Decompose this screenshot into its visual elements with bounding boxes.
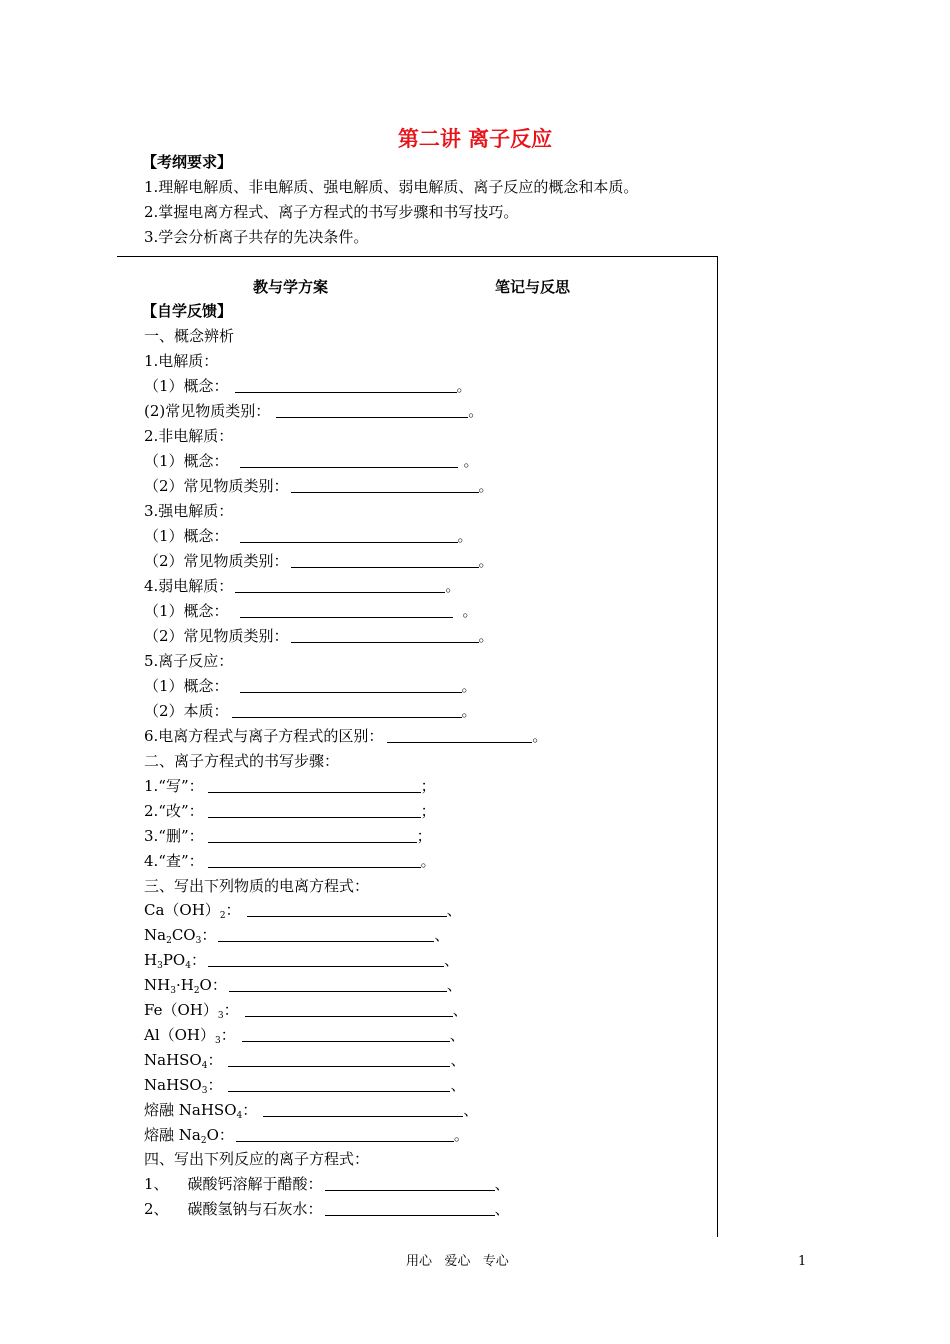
step-delete: 3.“删”： ；	[144, 827, 432, 845]
answer-blank[interactable]	[208, 778, 421, 793]
s1-category-line: (2)常见物质类别： 。	[144, 402, 484, 420]
answer-blank[interactable]	[263, 1102, 463, 1117]
column-divider	[717, 257, 718, 1237]
answer-blank[interactable]	[218, 927, 434, 942]
reaction-1: 1、 碳酸钙溶解于醋酸： 、	[144, 1175, 510, 1193]
answer-blank[interactable]	[228, 1052, 450, 1067]
s4-concept-line: （1）概念： 。	[144, 602, 478, 620]
s4-category-line: （2）常见物质类别： 。	[144, 627, 494, 645]
answer-blank[interactable]	[228, 1077, 450, 1092]
formula-na2co3: $Na_2CO_3$： 、	[144, 926, 450, 946]
answer-blank[interactable]	[208, 803, 421, 818]
answer-blank[interactable]	[208, 828, 417, 843]
part1-heading: 一、概念辨析	[144, 327, 235, 345]
part2-heading: 二、离子方程式的书写步骤：	[144, 752, 340, 770]
requirement-3: 3.学会分析离子共存的先决条件。	[144, 228, 369, 246]
page-number: 1	[798, 1254, 807, 1269]
step-write: 1.“写”： ；	[144, 777, 436, 795]
part3-heading: 三、写出下列物质的电离方程式：	[144, 877, 370, 895]
formula-feoh3: $Fe(OH)_3$： 、	[144, 1001, 468, 1021]
formula-molten-na2o: 熔融 $Na_2O$： 。	[144, 1126, 469, 1146]
answer-blank[interactable]	[235, 378, 457, 393]
formula-nahso3: NaHSO$_3$： 、	[144, 1076, 466, 1096]
formula-caoh2: $Ca(OH)_2$： 、	[144, 901, 462, 921]
s1-concept-line: （1）概念： 。	[144, 377, 472, 395]
s3-category-line: （2）常见物质类别： 。	[144, 552, 494, 570]
formula-nahso4: NaHSO$_4$： 、	[144, 1051, 466, 1071]
formula-h3po4: $H_3PO_4$： 、	[144, 951, 459, 971]
answer-blank[interactable]	[240, 678, 462, 693]
formula-aloh3: $Al(OH)_3$： 、	[144, 1026, 465, 1046]
s5-title: 5.离子反应：	[144, 652, 234, 670]
formula-molten-nahso4: 熔融 NaHSO$_4$： 、	[144, 1101, 479, 1121]
s6-line: 6.电离方程式与离子方程式的区别： 。	[144, 727, 548, 745]
s5-concept-line: （1）概念： 。	[144, 677, 477, 695]
self-study-heading: 【自学反馈】	[142, 302, 233, 320]
requirements-heading: 【考纲要求】	[142, 153, 233, 171]
s3-title: 3.强电解质：	[144, 502, 234, 520]
answer-blank[interactable]	[247, 902, 447, 917]
formula-nh3h2o: $NH_3\cdot H_2O$： 、	[144, 976, 462, 996]
answer-blank[interactable]	[325, 1201, 495, 1216]
answer-blank[interactable]	[242, 1027, 450, 1042]
answer-blank[interactable]	[229, 977, 447, 992]
right-column-header: 笔记与反思	[495, 278, 571, 296]
part4-heading: 四、写出下列反应的离子方程式：	[144, 1150, 370, 1168]
answer-blank[interactable]	[291, 478, 479, 493]
answer-blank[interactable]	[235, 578, 445, 593]
requirement-2: 2.掌握电离方程式、离子方程式的书写步骤和书写技巧。	[144, 203, 519, 221]
step-check: 4.“查”： 。	[144, 852, 436, 870]
s4-title-line: 4.弱电解质： 。	[144, 577, 461, 595]
answer-blank[interactable]	[240, 528, 458, 543]
section-divider	[117, 256, 718, 257]
s2-category-line: （2）常见物质类别： 。	[144, 477, 494, 495]
answer-blank[interactable]	[325, 1176, 495, 1191]
answer-blank[interactable]	[240, 603, 453, 618]
answer-blank[interactable]	[291, 628, 479, 643]
footer-motto: 用心 爱心 专心	[406, 1254, 509, 1269]
s2-concept-line: （1）概念： 。	[144, 452, 479, 470]
answer-blank[interactable]	[240, 453, 458, 468]
step-change: 2.“改”： ；	[144, 802, 436, 820]
answer-blank[interactable]	[276, 403, 468, 418]
answer-blank[interactable]	[232, 703, 462, 718]
s3-concept-line: （1）概念： 。	[144, 527, 473, 545]
answer-blank[interactable]	[208, 853, 421, 868]
requirement-1: 1.理解电解质、非电解质、强电解质、弱电解质、离子反应的概念和本质。	[144, 178, 639, 196]
answer-blank[interactable]	[387, 728, 532, 743]
left-column-header: 教与学方案	[253, 278, 329, 296]
answer-blank[interactable]	[208, 952, 444, 967]
answer-blank[interactable]	[245, 1002, 453, 1017]
reaction-2: 2、 碳酸氢钠与石灰水： 、	[144, 1200, 510, 1218]
answer-blank[interactable]	[236, 1127, 454, 1142]
s5-essence-line: （2）本质： 。	[144, 702, 477, 720]
answer-blank[interactable]	[291, 553, 479, 568]
s1-title: 1.电解质：	[144, 352, 219, 370]
s2-title: 2.非电解质：	[144, 427, 234, 445]
page-title: 第二讲 离子反应	[397, 127, 553, 151]
